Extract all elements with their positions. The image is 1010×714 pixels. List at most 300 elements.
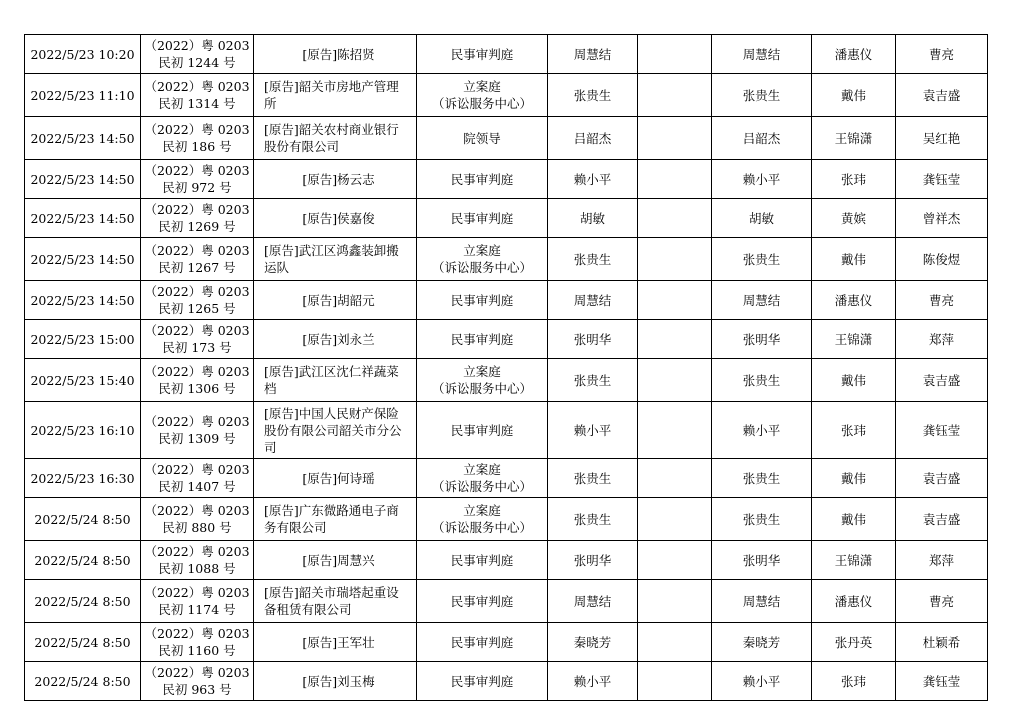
clerk-cell: [812, 35, 896, 74]
presiding-text: 赖小平: [742, 422, 781, 438]
party-line: [原告]刘玉梅: [302, 673, 375, 689]
clerk-text: 戴伟: [840, 372, 866, 388]
party-line: [原告]何诗瑶: [302, 470, 375, 486]
judge-text: 周慧结: [573, 292, 612, 308]
presiding-judge-cell: [712, 281, 812, 320]
assistant-cell: [896, 623, 988, 662]
date-text: 2022/5/24 8:50: [34, 634, 131, 650]
presiding-judge-cell: [712, 541, 812, 580]
presiding-judge-cell: [712, 580, 812, 623]
hearing-datetime-cell: [25, 74, 141, 117]
presiding-text: 周慧结: [742, 593, 781, 609]
hearing-datetime-cell: [25, 320, 141, 359]
party-line: [原告]武江区鸿鑫装卸搬: [264, 243, 399, 258]
case-line: （2022）粤 0203: [144, 414, 250, 429]
empty-cell: [638, 459, 712, 498]
assistant-text: 曹亮: [928, 292, 954, 308]
presiding-text: 周慧结: [742, 46, 781, 62]
hearing-datetime-cell: [25, 359, 141, 402]
dept-line: 民事审判庭: [450, 171, 514, 187]
case-line: （2022）粤 0203: [144, 163, 250, 178]
clerk-cell: [812, 623, 896, 662]
assistant-cell: [896, 541, 988, 580]
assistant-cell: [896, 459, 988, 498]
assistant-cell: [896, 662, 988, 701]
party-line: [原告]王军壮: [302, 634, 375, 650]
assistant-cell: [896, 160, 988, 199]
assistant-text: 曹亮: [928, 46, 954, 62]
party-line: [原告]刘永兰: [302, 331, 375, 347]
date-text: 2022/5/24 8:50: [34, 673, 131, 689]
case-number-cell: [141, 459, 254, 498]
clerk-text: 黄嫔: [840, 210, 866, 226]
judge-cell: [548, 498, 638, 541]
hearing-datetime-cell: [25, 160, 141, 199]
department-cell: [417, 359, 548, 402]
presiding-text: 秦晓芳: [742, 634, 781, 650]
clerk-text: 戴伟: [840, 251, 866, 267]
judge-cell: [548, 160, 638, 199]
judge-cell: [548, 320, 638, 359]
department-cell: [417, 498, 548, 541]
presiding-judge-cell: [712, 320, 812, 359]
clerk-text: 王锦潇: [834, 331, 873, 347]
dept-line: 民事审判庭: [450, 210, 514, 226]
department-cell: [417, 580, 548, 623]
assistant-text: 吴红艳: [922, 130, 961, 146]
judge-cell: [548, 74, 638, 117]
table-row: [25, 623, 988, 662]
clerk-text: 王锦潇: [834, 552, 873, 568]
judge-text: 张贵生: [573, 251, 612, 267]
party-line: [原告]陈招贤: [302, 46, 375, 62]
hearing-datetime-cell: [25, 35, 141, 74]
presiding-judge-cell: [712, 238, 812, 281]
table-row: [25, 35, 988, 74]
case-line: （2022）粤 0203: [144, 364, 250, 379]
dept-line: （诉讼服务中心）: [431, 479, 532, 494]
presiding-text: 张贵生: [742, 372, 781, 388]
dept-line: 民事审判庭: [450, 422, 514, 438]
party-line: [原告]韶关市房地产管理: [264, 79, 399, 94]
case-number-cell: [141, 74, 254, 117]
presiding-text: 吕韶杰: [742, 130, 781, 146]
case-line: （2022）粤 0203: [144, 665, 250, 680]
department-cell: [417, 402, 548, 459]
clerk-text: 潘惠仪: [834, 593, 873, 609]
party-cell: [254, 160, 417, 199]
table-row: [25, 281, 988, 320]
case-number-cell: [141, 199, 254, 238]
empty-cell: [638, 498, 712, 541]
department-cell: [417, 35, 548, 74]
clerk-text: 张丹英: [834, 634, 873, 650]
assistant-text: 龚钰莹: [922, 171, 961, 187]
department-cell: [417, 541, 548, 580]
judge-text: 张明华: [573, 331, 612, 347]
presiding-judge-cell: [712, 160, 812, 199]
presiding-judge-cell: [712, 498, 812, 541]
presiding-judge-cell: [712, 35, 812, 74]
party-cell: [254, 199, 417, 238]
hearing-datetime-cell: [25, 199, 141, 238]
party-line: 档: [264, 381, 277, 396]
case-line: 民初 1088 号: [158, 561, 236, 576]
assistant-cell: [896, 580, 988, 623]
case-number-cell: [141, 281, 254, 320]
case-line: 民初 1160 号: [158, 643, 236, 658]
case-line: （2022）粤 0203: [144, 462, 250, 477]
dept-line: （诉讼服务中心）: [431, 381, 532, 396]
assistant-cell: [896, 402, 988, 459]
judge-cell: [548, 662, 638, 701]
clerk-text: 潘惠仪: [834, 292, 873, 308]
dept-line: （诉讼服务中心）: [431, 520, 532, 535]
empty-cell: [638, 580, 712, 623]
table-row: [25, 74, 988, 117]
presiding-judge-cell: [712, 359, 812, 402]
date-text: 2022/5/23 16:10: [30, 422, 135, 438]
case-number-cell: [141, 238, 254, 281]
party-line: [原告]中国人民财产保险: [264, 405, 399, 421]
case-line: （2022）粤 0203: [144, 79, 250, 94]
clerk-cell: [812, 160, 896, 199]
empty-cell: [638, 402, 712, 459]
judge-cell: [548, 402, 638, 459]
dept-line: 民事审判庭: [450, 292, 514, 308]
case-line: 民初 1407 号: [158, 479, 236, 494]
department-cell: [417, 199, 548, 238]
presiding-text: 张明华: [742, 331, 781, 347]
party-cell: [254, 402, 417, 459]
assistant-cell: [896, 320, 988, 359]
presiding-judge-cell: [712, 117, 812, 160]
judge-text: 赖小平: [573, 171, 612, 187]
party-line: 股份有限公司韶关市分公: [264, 422, 402, 438]
table-row: [25, 459, 988, 498]
empty-cell: [638, 541, 712, 580]
date-text: 2022/5/23 14:50: [30, 171, 135, 187]
party-cell: [254, 623, 417, 662]
clerk-text: 张玮: [840, 171, 866, 187]
assistant-cell: [896, 359, 988, 402]
party-line: 司: [264, 439, 277, 455]
table-row: [25, 160, 988, 199]
presiding-text: 赖小平: [742, 171, 781, 187]
judge-text: 赖小平: [573, 422, 612, 438]
empty-cell: [638, 238, 712, 281]
case-number-cell: [141, 541, 254, 580]
assistant-text: 郑萍: [928, 552, 954, 568]
party-cell: [254, 541, 417, 580]
clerk-cell: [812, 359, 896, 402]
case-line: 民初 1174 号: [158, 602, 236, 617]
assistant-cell: [896, 35, 988, 74]
presiding-judge-cell: [712, 199, 812, 238]
department-cell: [417, 281, 548, 320]
table-row: [25, 402, 988, 459]
party-cell: [254, 74, 417, 117]
party-cell: [254, 498, 417, 541]
table-row: [25, 580, 988, 623]
empty-cell: [638, 281, 712, 320]
dept-line: 立案庭: [463, 79, 501, 94]
date-text: 2022/5/23 11:10: [30, 87, 135, 103]
case-line: （2022）粤 0203: [144, 202, 250, 217]
case-line: 民初 880 号: [162, 520, 232, 535]
empty-cell: [638, 359, 712, 402]
presiding-judge-cell: [712, 402, 812, 459]
table-row: [25, 320, 988, 359]
clerk-cell: [812, 199, 896, 238]
assistant-text: 杜颖希: [922, 634, 961, 650]
case-line: （2022）粤 0203: [144, 284, 250, 299]
case-line: 民初 1244 号: [158, 55, 236, 70]
table-body: [25, 35, 988, 701]
judge-text: 张贵生: [573, 372, 612, 388]
date-text: 2022/5/23 14:50: [30, 130, 135, 146]
date-text: 2022/5/23 15:40: [30, 372, 135, 388]
judge-text: 胡敏: [579, 210, 605, 226]
case-line: （2022）粤 0203: [144, 122, 250, 137]
assistant-text: 袁吉盛: [922, 372, 961, 388]
assistant-text: 袁吉盛: [922, 470, 961, 486]
assistant-text: 曹亮: [928, 593, 954, 609]
case-line: （2022）粤 0203: [144, 323, 250, 338]
date-text: 2022/5/24 8:50: [34, 593, 131, 609]
clerk-text: 戴伟: [840, 470, 866, 486]
date-text: 2022/5/24 8:50: [34, 511, 131, 527]
hearing-datetime-cell: [25, 623, 141, 662]
judge-cell: [548, 580, 638, 623]
case-line: 民初 1265 号: [158, 301, 236, 316]
dept-line: 民事审判庭: [450, 634, 514, 650]
party-line: [原告]韶关市瑞塔起重设: [264, 585, 399, 600]
case-line: 民初 1306 号: [158, 381, 236, 396]
judge-cell: [548, 623, 638, 662]
dept-line: 立案庭: [463, 503, 501, 518]
assistant-cell: [896, 498, 988, 541]
case-line: （2022）粤 0203: [144, 38, 250, 53]
hearing-datetime-cell: [25, 281, 141, 320]
hearing-datetime-cell: [25, 580, 141, 623]
party-line: 运队: [264, 260, 290, 275]
judge-cell: [548, 281, 638, 320]
party-line: [原告]武江区沈仁祥蔬菜: [264, 364, 399, 379]
empty-cell: [638, 35, 712, 74]
hearing-datetime-cell: [25, 541, 141, 580]
judge-cell: [548, 238, 638, 281]
case-number-cell: [141, 498, 254, 541]
party-cell: [254, 320, 417, 359]
judge-cell: [548, 459, 638, 498]
judge-cell: [548, 359, 638, 402]
department-cell: [417, 623, 548, 662]
party-cell: [254, 662, 417, 701]
presiding-text: 周慧结: [742, 292, 781, 308]
empty-cell: [638, 662, 712, 701]
clerk-cell: [812, 117, 896, 160]
table-row: [25, 199, 988, 238]
hearing-datetime-cell: [25, 238, 141, 281]
case-line: 民初 1269 号: [158, 219, 236, 234]
clerk-cell: [812, 74, 896, 117]
date-text: 2022/5/23 16:30: [30, 470, 135, 486]
dept-line: 院领导: [463, 130, 501, 146]
party-cell: [254, 459, 417, 498]
case-line: 民初 972 号: [162, 180, 232, 195]
case-line: （2022）粤 0203: [144, 626, 250, 641]
case-line: （2022）粤 0203: [144, 585, 250, 600]
assistant-cell: [896, 238, 988, 281]
department-cell: [417, 74, 548, 117]
presiding-judge-cell: [712, 74, 812, 117]
presiding-text: 张贵生: [742, 511, 781, 527]
case-line: 民初 1267 号: [158, 260, 236, 275]
dept-line: 民事审判庭: [450, 552, 514, 568]
clerk-text: 戴伟: [840, 87, 866, 103]
case-number-cell: [141, 117, 254, 160]
case-number-cell: [141, 160, 254, 199]
presiding-judge-cell: [712, 662, 812, 701]
clerk-cell: [812, 459, 896, 498]
department-cell: [417, 459, 548, 498]
date-text: 2022/5/23 15:00: [30, 331, 135, 347]
empty-cell: [638, 117, 712, 160]
presiding-text: 张贵生: [742, 87, 781, 103]
party-cell: [254, 35, 417, 74]
table-row: [25, 117, 988, 160]
table-row: [25, 238, 988, 281]
presiding-judge-cell: [712, 459, 812, 498]
case-number-cell: [141, 580, 254, 623]
party-line: 务有限公司: [264, 520, 327, 535]
date-text: 2022/5/24 8:50: [34, 552, 131, 568]
assistant-cell: [896, 281, 988, 320]
assistant-text: 袁吉盛: [922, 87, 961, 103]
empty-cell: [638, 74, 712, 117]
case-line: （2022）粤 0203: [144, 503, 250, 518]
department-cell: [417, 662, 548, 701]
party-line: [原告]侯嘉俊: [302, 210, 375, 226]
case-line: 民初 963 号: [162, 682, 232, 697]
clerk-text: 王锦潇: [834, 130, 873, 146]
judge-text: 周慧结: [573, 593, 612, 609]
party-line: [原告]杨云志: [302, 171, 375, 187]
table-row: [25, 662, 988, 701]
date-text: 2022/5/23 10:20: [30, 46, 135, 62]
date-text: 2022/5/23 14:50: [30, 210, 135, 226]
clerk-text: 潘惠仪: [834, 46, 873, 62]
assistant-text: 龚钰莹: [922, 422, 961, 438]
dept-line: 立案庭: [463, 364, 501, 379]
assistant-text: 曾祥杰: [922, 210, 961, 226]
assistant-text: 龚钰莹: [922, 673, 961, 689]
judge-text: 吕韶杰: [573, 130, 612, 146]
party-line: 备租赁有限公司: [264, 602, 352, 617]
case-line: 民初 173 号: [162, 340, 232, 355]
table-row: [25, 359, 988, 402]
department-cell: [417, 238, 548, 281]
dept-line: （诉讼服务中心）: [431, 96, 532, 111]
judge-cell: [548, 117, 638, 160]
judge-text: 张贵生: [573, 470, 612, 486]
assistant-text: 郑萍: [928, 331, 954, 347]
date-text: 2022/5/23 14:50: [30, 251, 135, 267]
assistant-text: 陈俊煜: [922, 251, 961, 267]
empty-cell: [638, 320, 712, 359]
party-line: [原告]胡韶元: [302, 292, 375, 308]
case-line: 民初 186 号: [162, 139, 232, 154]
table-row: [25, 498, 988, 541]
party-cell: [254, 281, 417, 320]
clerk-cell: [812, 320, 896, 359]
judge-cell: [548, 35, 638, 74]
hearing-datetime-cell: [25, 117, 141, 160]
empty-cell: [638, 199, 712, 238]
case-number-cell: [141, 35, 254, 74]
clerk-cell: [812, 402, 896, 459]
dept-line: 立案庭: [463, 462, 501, 477]
party-line: 股份有限公司: [264, 139, 340, 154]
hearing-datetime-cell: [25, 498, 141, 541]
judge-text: 张贵生: [573, 511, 612, 527]
assistant-text: 袁吉盛: [922, 511, 961, 527]
clerk-cell: [812, 498, 896, 541]
party-line: 所: [264, 96, 277, 111]
party-line: [原告]韶关农村商业银行: [264, 122, 399, 137]
case-line: （2022）粤 0203: [144, 544, 250, 559]
dept-line: 民事审判庭: [450, 673, 514, 689]
department-cell: [417, 160, 548, 199]
clerk-text: 张玮: [840, 422, 866, 438]
hearing-datetime-cell: [25, 662, 141, 701]
department-cell: [417, 117, 548, 160]
clerk-cell: [812, 238, 896, 281]
judge-text: 秦晓芳: [573, 634, 612, 650]
case-line: 民初 1314 号: [158, 96, 236, 111]
case-number-cell: [141, 320, 254, 359]
case-number-cell: [141, 359, 254, 402]
party-cell: [254, 580, 417, 623]
table-row: [25, 541, 988, 580]
party-cell: [254, 238, 417, 281]
clerk-text: 张玮: [840, 673, 866, 689]
dept-line: 民事审判庭: [450, 331, 514, 347]
judge-text: 赖小平: [573, 673, 612, 689]
hearing-datetime-cell: [25, 402, 141, 459]
clerk-cell: [812, 662, 896, 701]
hearing-datetime-cell: [25, 459, 141, 498]
clerk-cell: [812, 281, 896, 320]
presiding-text: 张贵生: [742, 470, 781, 486]
presiding-judge-cell: [712, 623, 812, 662]
date-text: 2022/5/23 14:50: [30, 292, 135, 308]
presiding-text: 张明华: [742, 552, 781, 568]
empty-cell: [638, 623, 712, 662]
party-cell: [254, 117, 417, 160]
case-number-cell: [141, 623, 254, 662]
judge-text: 张贵生: [573, 87, 612, 103]
case-line: （2022）粤 0203: [144, 243, 250, 258]
department-cell: [417, 320, 548, 359]
judge-cell: [548, 199, 638, 238]
presiding-text: 胡敏: [748, 210, 774, 226]
clerk-cell: [812, 541, 896, 580]
assistant-cell: [896, 74, 988, 117]
case-number-cell: [141, 662, 254, 701]
party-line: [原告]周慧兴: [302, 552, 375, 568]
